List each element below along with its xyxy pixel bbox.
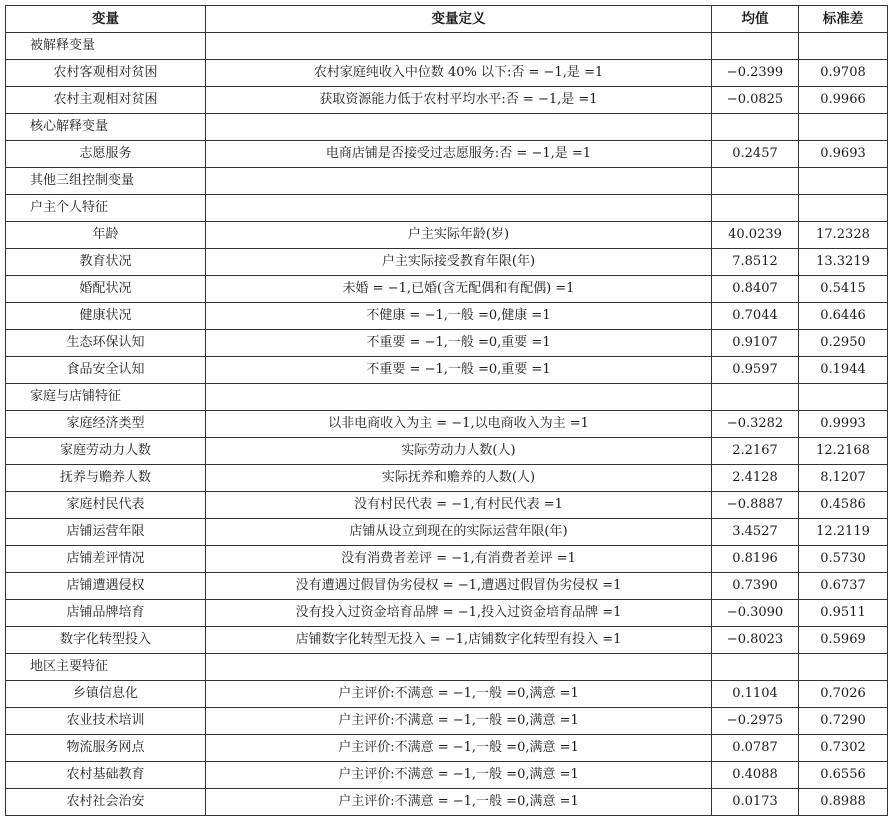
- mean-cell: 0.0173: [712, 789, 799, 816]
- group-label: 其他三组控制变量: [6, 168, 206, 195]
- variable-cell: 家庭村民代表: [6, 492, 206, 519]
- mean-cell: −0.0825: [712, 87, 799, 114]
- group-label: 家庭与店铺特征: [6, 384, 206, 411]
- table-row: [6, 627, 888, 654]
- definition-cell: 店铺从设立到现在的实际运营年限(年): [206, 519, 712, 546]
- variable-cell: 店铺遭遇侵权: [6, 573, 206, 600]
- mean-cell: 40.0239: [712, 222, 799, 249]
- variable-cell: 农村主观相对贫困: [6, 87, 206, 114]
- table-row: [6, 492, 888, 519]
- table-row: [6, 141, 888, 168]
- definition-cell: 没有遭遇过假冒伪劣侵权 = −1,遭遇过假冒伪劣侵权 =1: [206, 573, 712, 600]
- table-row: [6, 303, 888, 330]
- table-row: [6, 276, 888, 303]
- std-dev-cell: 0.9966: [799, 87, 888, 114]
- mean-cell: 0.4088: [712, 762, 799, 789]
- group-empty-mean: [712, 114, 799, 141]
- mean-cell: 2.2167: [712, 438, 799, 465]
- header-mean: 均值: [712, 6, 799, 33]
- std-dev-cell: 0.6737: [799, 573, 888, 600]
- group-row: [6, 114, 888, 141]
- mean-cell: 7.8512: [712, 249, 799, 276]
- std-dev-cell: 0.7290: [799, 708, 888, 735]
- variable-cell: 年龄: [6, 222, 206, 249]
- std-dev-cell: 0.5415: [799, 276, 888, 303]
- group-empty-mean: [712, 654, 799, 681]
- table-row: [6, 87, 888, 114]
- std-dev-cell: 0.6446: [799, 303, 888, 330]
- variable-cell: 物流服务网点: [6, 735, 206, 762]
- std-dev-cell: 0.9708: [799, 60, 888, 87]
- group-empty-definition: [206, 654, 712, 681]
- table-row: [6, 789, 888, 816]
- definition-cell: 农村家庭纯收入中位数 40% 以下:否 = −1,是 =1: [206, 60, 712, 87]
- mean-cell: 0.9597: [712, 357, 799, 384]
- std-dev-cell: 0.6556: [799, 762, 888, 789]
- group-empty-mean: [712, 384, 799, 411]
- group-empty-sd: [799, 33, 888, 60]
- table-row: [6, 60, 888, 87]
- table-row: [6, 573, 888, 600]
- mean-cell: −0.8023: [712, 627, 799, 654]
- definition-cell: 户主评价:不满意 = −1,一般 =0,满意 =1: [206, 681, 712, 708]
- mean-cell: 0.2457: [712, 141, 799, 168]
- variable-cell: 农村基础教育: [6, 762, 206, 789]
- group-empty-definition: [206, 114, 712, 141]
- group-empty-definition: [206, 195, 712, 222]
- group-row: [6, 33, 888, 60]
- mean-cell: −0.3282: [712, 411, 799, 438]
- definition-cell: 户主实际年龄(岁): [206, 222, 712, 249]
- std-dev-cell: 0.9693: [799, 141, 888, 168]
- variable-cell: 抚养与赡养人数: [6, 465, 206, 492]
- mean-cell: −0.3090: [712, 600, 799, 627]
- mean-cell: 0.0787: [712, 735, 799, 762]
- header-variable: 变量: [6, 6, 206, 33]
- mean-cell: 3.4527: [712, 519, 799, 546]
- definition-cell: 电商店铺是否接受过志愿服务:否 = −1,是 =1: [206, 141, 712, 168]
- group-empty-mean: [712, 195, 799, 222]
- group-row: [6, 654, 888, 681]
- mean-cell: 0.7390: [712, 573, 799, 600]
- table-row: [6, 465, 888, 492]
- definition-cell: 以非电商收入为主 = −1,以电商收入为主 =1: [206, 411, 712, 438]
- mean-cell: −0.2399: [712, 60, 799, 87]
- definition-cell: 不重要 = −1,一般 =0,重要 =1: [206, 330, 712, 357]
- group-row: [6, 195, 888, 222]
- definition-cell: 没有投入过资金培育品牌 = −1,投入过资金培育品牌 =1: [206, 600, 712, 627]
- variable-cell: 食品安全认知: [6, 357, 206, 384]
- std-dev-cell: 0.9993: [799, 411, 888, 438]
- group-label: 核心解释变量: [6, 114, 206, 141]
- group-label: 地区主要特征: [6, 654, 206, 681]
- variable-cell: 农村客观相对贫困: [6, 60, 206, 87]
- table-row: [6, 708, 888, 735]
- variable-cell: 婚配状况: [6, 276, 206, 303]
- table-row: [6, 519, 888, 546]
- definition-cell: 没有消费者差评 = −1,有消费者差评 =1: [206, 546, 712, 573]
- table-row: [6, 681, 888, 708]
- std-dev-cell: 0.7302: [799, 735, 888, 762]
- group-empty-sd: [799, 168, 888, 195]
- definition-cell: 户主评价:不满意 = −1,一般 =0,满意 =1: [206, 735, 712, 762]
- variable-cell: 家庭劳动力人数: [6, 438, 206, 465]
- mean-cell: 2.4128: [712, 465, 799, 492]
- std-dev-cell: 0.5969: [799, 627, 888, 654]
- group-empty-sd: [799, 195, 888, 222]
- variable-cell: 乡镇信息化: [6, 681, 206, 708]
- descriptive-statistics-table: [5, 5, 888, 816]
- definition-cell: 不重要 = −1,一般 =0,重要 =1: [206, 357, 712, 384]
- std-dev-cell: 0.9511: [799, 600, 888, 627]
- std-dev-cell: 0.5730: [799, 546, 888, 573]
- definition-cell: 户主评价:不满意 = −1,一般 =0,满意 =1: [206, 708, 712, 735]
- mean-cell: −0.2975: [712, 708, 799, 735]
- group-empty-mean: [712, 33, 799, 60]
- header-row: [6, 6, 888, 33]
- std-dev-cell: 0.4586: [799, 492, 888, 519]
- definition-cell: 店铺数字化转型无投入 = −1,店铺数字化转型有投入 =1: [206, 627, 712, 654]
- group-empty-sd: [799, 654, 888, 681]
- definition-cell: 不健康 = −1,一般 =0,健康 =1: [206, 303, 712, 330]
- variable-cell: 生态环保认知: [6, 330, 206, 357]
- std-dev-cell: 0.7026: [799, 681, 888, 708]
- definition-cell: 户主评价:不满意 = −1,一般 =0,满意 =1: [206, 789, 712, 816]
- variable-cell: 志愿服务: [6, 141, 206, 168]
- std-dev-cell: 8.1207: [799, 465, 888, 492]
- std-dev-cell: 12.2168: [799, 438, 888, 465]
- variable-cell: 农业技术培训: [6, 708, 206, 735]
- std-dev-cell: 0.8988: [799, 789, 888, 816]
- std-dev-cell: 17.2328: [799, 222, 888, 249]
- group-label: 被解释变量: [6, 33, 206, 60]
- group-empty-sd: [799, 114, 888, 141]
- group-empty-definition: [206, 168, 712, 195]
- header-std-dev: 标准差: [799, 6, 888, 33]
- table-row: [6, 438, 888, 465]
- variable-cell: 农村社会治安: [6, 789, 206, 816]
- group-empty-definition: [206, 33, 712, 60]
- table-row: [6, 762, 888, 789]
- variable-cell: 健康状况: [6, 303, 206, 330]
- table-row: [6, 600, 888, 627]
- definition-cell: 没有村民代表 = −1,有村民代表 =1: [206, 492, 712, 519]
- variable-cell: 家庭经济类型: [6, 411, 206, 438]
- group-label: 户主个人特征: [6, 195, 206, 222]
- mean-cell: 0.8196: [712, 546, 799, 573]
- std-dev-cell: 12.2119: [799, 519, 888, 546]
- header-definition: 变量定义: [206, 6, 712, 33]
- group-empty-sd: [799, 384, 888, 411]
- table-body: [6, 33, 888, 816]
- mean-cell: 0.8407: [712, 276, 799, 303]
- table-row: [6, 357, 888, 384]
- variable-cell: 店铺运营年限: [6, 519, 206, 546]
- table-row: [6, 735, 888, 762]
- table-row: [6, 222, 888, 249]
- mean-cell: −0.8887: [712, 492, 799, 519]
- std-dev-cell: 13.3219: [799, 249, 888, 276]
- variable-cell: 数字化转型投入: [6, 627, 206, 654]
- mean-cell: 0.7044: [712, 303, 799, 330]
- std-dev-cell: 0.2950: [799, 330, 888, 357]
- std-dev-cell: 0.1944: [799, 357, 888, 384]
- table-row: [6, 330, 888, 357]
- group-row: [6, 168, 888, 195]
- definition-cell: 实际劳动力人数(人): [206, 438, 712, 465]
- variable-cell: 店铺品牌培育: [6, 600, 206, 627]
- definition-cell: 实际抚养和赡养的人数(人): [206, 465, 712, 492]
- table-row: [6, 411, 888, 438]
- group-empty-mean: [712, 168, 799, 195]
- mean-cell: 0.1104: [712, 681, 799, 708]
- table-header: [6, 6, 888, 33]
- table-row: [6, 249, 888, 276]
- definition-cell: 未婚 = −1,已婚(含无配偶和有配偶) =1: [206, 276, 712, 303]
- variable-cell: 店铺差评情况: [6, 546, 206, 573]
- variable-cell: 教育状况: [6, 249, 206, 276]
- group-empty-definition: [206, 384, 712, 411]
- definition-cell: 户主实际接受教育年限(年): [206, 249, 712, 276]
- mean-cell: 0.9107: [712, 330, 799, 357]
- table-row: [6, 546, 888, 573]
- group-row: [6, 384, 888, 411]
- definition-cell: 获取资源能力低于农村平均水平:否 = −1,是 =1: [206, 87, 712, 114]
- definition-cell: 户主评价:不满意 = −1,一般 =0,满意 =1: [206, 762, 712, 789]
